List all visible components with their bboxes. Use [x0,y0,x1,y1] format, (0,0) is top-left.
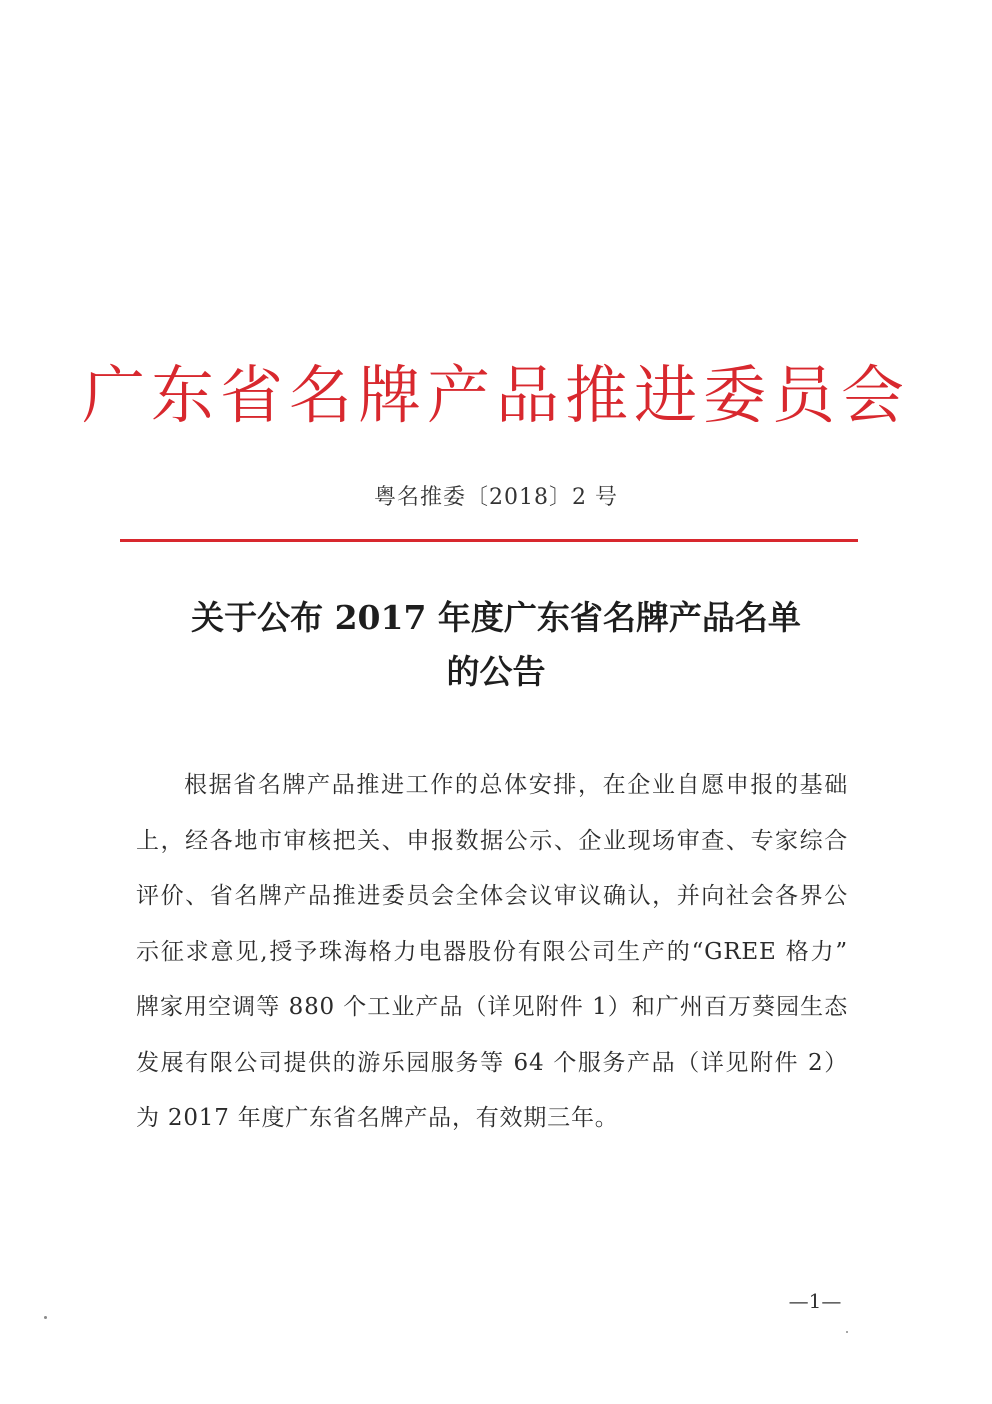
scan-speck [846,1331,848,1333]
document-title-line-2: 的公告 [446,652,546,691]
announcement-paragraph: 根据省名牌产品推进工作的总体安排，在企业自愿申报的基础上，经各地市审核把关、申报数据公示、企业现场审查、专家综合评价、省名牌产品推进委员会全体会议审议确认，并向社会各界公示征求意见,授予珠海格力电器股份有限公司生产的“GREE 格力” 牌家用空调等 880 个工业产品（详见附件 1）和广州百万葵园生态发展有限公司提供的游乐园服务等 64 个服务产品（详见附件 2）为 2017 年度广东省名牌产品，有效期三年。 [136,772,848,1131]
document-title-line-1: 关于公布 2017 年度广东省名牌产品名单 [191,598,801,637]
red-divider-line [120,539,858,542]
scan-speck [44,1316,47,1319]
document-title [100,591,892,699]
issuing-organization-header: 广东省名牌产品推进委员会 [82,359,910,432]
page-number: —1— [788,1289,842,1313]
document-number: 粤名推委〔2018〕2 号 [374,485,618,510]
